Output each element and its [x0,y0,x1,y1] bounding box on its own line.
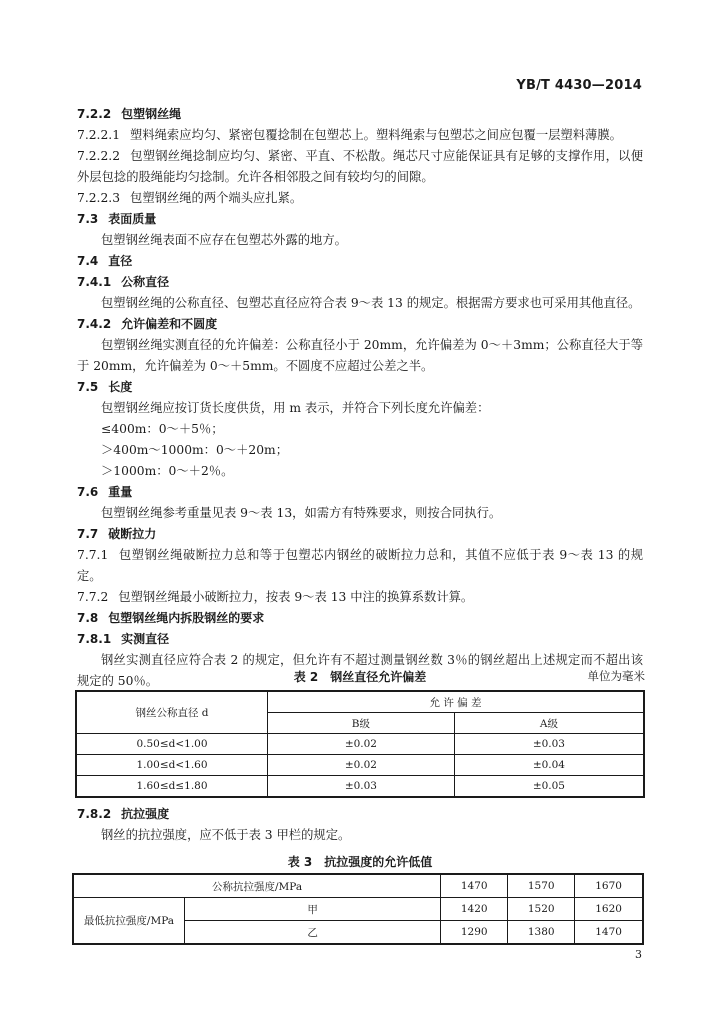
table2-b-value: ±0.03 [268,776,455,798]
table2-b-value: ±0.02 [268,734,455,755]
table3-yi-value: 1470 [575,921,643,945]
clause-7-2-2-1: 7.2.2.1 塑料绳索应均匀、紧密包覆捻制在包塑芯上。塑料绳索与包塑芯之间应包覆一层塑料薄膜。 [77,128,622,142]
clause-7-7-2: 7.7.2 包塑钢丝绳最小破断拉力，按表 9～表 13 中注的换算系数计算。 [77,590,474,604]
table2-title: 表 2 钢丝直径允许偏差 [293,670,427,684]
section-7-8-2 [77,804,643,846]
table3-nominal-value: 1570 [508,874,575,898]
heading-7-8-2: 7.8.2 抗拉强度 [77,807,170,821]
heading-7-8: 7.8 包塑钢丝绳内拆股钢丝的要求 [77,611,265,625]
document-body [77,104,643,692]
table3-yi-value: 1290 [441,921,508,945]
table2-group-header: 允 许 偏 差 [268,691,645,713]
heading-7-4-1: 7.4.1 公称直径 [77,275,170,289]
table-row [76,734,644,755]
clause-7-2-2-3: 7.2.2.3 包塑钢丝绳的两个端头应扎紧。 [77,191,303,205]
text-7-8-2: 钢丝的抗拉强度，应不低于表 3 甲栏的规定。 [101,828,351,842]
length-tolerance-item: ＞1000m：0～＋2％。 [101,464,234,478]
table3-jia-value: 1520 [508,898,575,921]
length-tolerance-item: ＞400m～1000m：0～＋20m； [101,443,288,457]
text-7-4-1: 包塑钢丝绳的公称直径、包塑芯直径应符合表 9～表 13 的规定。根据需方要求也可采用其他直径。 [101,296,641,310]
standard-code: YB/T 4430—2014 [516,78,642,93]
table3-nominal-label: 公称抗拉强度/MPa [73,874,441,898]
table2-a-value: ±0.05 [454,776,644,798]
page-number: 3 [635,948,642,961]
text-7-6: 包塑钢丝绳参考重量见表 9～表 13，如需方有特殊要求，则按合同执行。 [101,506,502,520]
table2-unit: 单位为毫米 [587,669,645,683]
table2-subheader-a: A级 [454,713,644,734]
table3-caption [75,853,645,870]
heading-7-4-2: 7.4.2 允许偏差和不圆度 [77,317,218,331]
table-row [76,755,644,776]
text-7-5: 包塑钢丝绳应按订货长度供货，用 m 表示，并符合下列长度允许偏差： [101,401,490,415]
tensile-strength-table [72,873,644,945]
table3-title: 表 3 抗拉强度的允许低值 [287,855,433,869]
table2-range: 0.50≤d<1.00 [76,734,268,755]
table3-jia-value: 1420 [441,898,508,921]
length-tolerance-item: ≤400m：0～＋5％； [101,422,224,436]
heading-7-2-2: 7.2.2 包塑钢丝绳 [77,107,182,121]
table-row [73,898,643,921]
table2-subheader-b: B级 [268,713,455,734]
heading-7-3: 7.3 表面质量 [77,212,157,226]
table2-range: 1.00≤d<1.60 [76,755,268,776]
table3-min-label: 最低抗拉强度/MPa [73,898,185,945]
heading-7-4: 7.4 直径 [77,254,133,268]
clause-7-7-1: 7.7.1 包塑钢丝绳破断拉力总和等于包塑芯内钢丝的破断拉力总和，其值不应低于表 9～表 13 的规定。 [77,548,643,583]
table2-caption [75,668,645,685]
table3-nominal-value: 1470 [441,874,508,898]
table2-col-header: 钢丝公称直径 d [76,691,268,734]
table-row [76,776,644,798]
table3-jia-value: 1620 [575,898,643,921]
heading-7-8-1: 7.8.1 实测直径 [77,632,170,646]
table3-nominal-value: 1670 [575,874,643,898]
text-7-4-2: 包塑钢丝绳实测直径的允许偏差：公称直径小于 20mm，允许偏差为 0～＋3mm；公称直径大于等于 20mm，允许偏差为 0～＋5mm。不圆度不应超过公差之半。 [77,338,643,373]
clause-7-2-2-2: 7.2.2.2 包塑钢丝绳捻制应均匀、紧密、平直、不松散。绳芯尺寸应能保证具有足够的支撑作用，以便外层包捻的股绳能均匀捻制。允许各相邻股之间有较均匀的间隙。 [77,149,643,184]
table-row [73,874,643,898]
heading-7-6: 7.6 重量 [77,485,133,499]
table3-yi-value: 1380 [508,921,575,945]
table2-range: 1.60≤d≤1.80 [76,776,268,798]
wire-diameter-tolerance-table [75,690,645,798]
table2-a-value: ±0.03 [454,734,644,755]
text-7-3: 包塑钢丝绳表面不应存在包塑芯外露的地方。 [101,233,347,247]
table3-jia-label: 甲 [185,898,441,921]
text-7-8-1: 钢丝实测直径应符合表 2 的规定，但允许有不超过测量钢丝数 3％的钢丝超出上述规定而不超出该规定的 50％。 [77,653,643,688]
table2-b-value: ±0.02 [268,755,455,776]
heading-7-5: 7.5 长度 [77,380,133,394]
table2-a-value: ±0.04 [454,755,644,776]
heading-7-7: 7.7 破断拉力 [77,527,157,541]
table3-yi-label: 乙 [185,921,441,945]
